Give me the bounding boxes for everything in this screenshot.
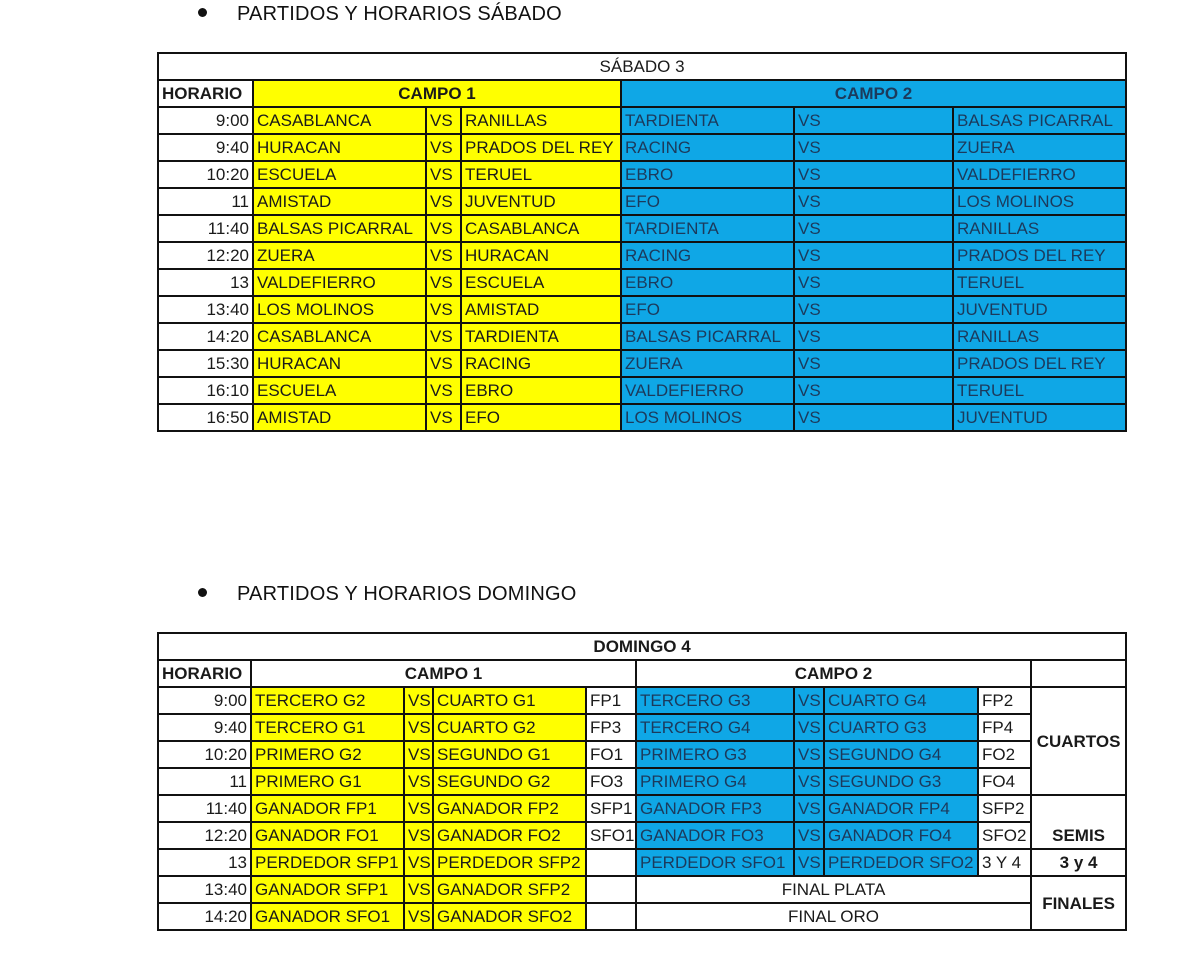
- campo1-home-team: AMISTAD: [253, 404, 426, 431]
- campo1-away-team: EBRO: [461, 377, 621, 404]
- table-row: [158, 323, 1126, 350]
- campo2-vs: VS: [794, 377, 953, 404]
- campo1-match-code: SFP1: [586, 795, 636, 822]
- header-horario: HORARIO: [158, 80, 253, 107]
- match-time: 9:40: [158, 714, 251, 741]
- match-time: 10:20: [158, 161, 253, 188]
- table-row: [158, 188, 1126, 215]
- match-time: 9:00: [158, 687, 251, 714]
- match-time: 13: [158, 269, 253, 296]
- sunday-schedule-table: [157, 632, 1127, 931]
- sunday-heading: [198, 583, 577, 606]
- campo2-home-team: LOS MOLINOS: [621, 404, 794, 431]
- campo1-home-team: AMISTAD: [253, 188, 426, 215]
- campo1-away-team: SEGUNDO G2: [433, 768, 586, 795]
- campo1-away-team: GANADOR SFP2: [433, 876, 586, 903]
- campo1-away-team: GANADOR FP2: [433, 795, 586, 822]
- campo1-vs: VS: [404, 903, 433, 930]
- table-row: [158, 876, 1126, 903]
- saturday-heading-text: PARTIDOS Y HORARIOS SÁBADO: [237, 3, 562, 25]
- campo2-match-code: SFP2: [978, 795, 1031, 822]
- campo2-away-team: RANILLAS: [953, 323, 1126, 350]
- campo2-match-code: FP2: [978, 687, 1031, 714]
- campo2-match-code: FO4: [978, 768, 1031, 795]
- campo1-away-team: TERUEL: [461, 161, 621, 188]
- campo2-match-code: SFO2: [978, 822, 1031, 849]
- match-time: 13: [158, 849, 251, 876]
- campo1-home-team: TERCERO G1: [251, 714, 404, 741]
- campo1-vs: VS: [404, 714, 433, 741]
- table-row: [158, 134, 1126, 161]
- campo2-away-team: GANADOR FO4: [824, 822, 978, 849]
- header-campo-2: CAMPO 2: [621, 80, 1126, 107]
- campo2-away-team: TERUEL: [953, 269, 1126, 296]
- campo1-home-team: TERCERO G2: [251, 687, 404, 714]
- campo2-home-team: BALSAS PICARRAL: [621, 323, 794, 350]
- campo2-home-team: PRIMERO G3: [636, 741, 794, 768]
- match-time: 11: [158, 768, 251, 795]
- campo1-vs: VS: [426, 161, 461, 188]
- table-row: [158, 377, 1126, 404]
- campo1-match-code: FP3: [586, 714, 636, 741]
- campo1-away-team: TARDIENTA: [461, 323, 621, 350]
- campo1-match-code: [586, 903, 636, 930]
- campo1-vs: VS: [426, 269, 461, 296]
- campo1-home-team: PRIMERO G2: [251, 741, 404, 768]
- table-row: [158, 296, 1126, 323]
- campo1-home-team: VALDEFIERRO: [253, 269, 426, 296]
- campo2-away-team: CUARTO G4: [824, 687, 978, 714]
- match-time: 11: [158, 188, 253, 215]
- campo1-vs: VS: [404, 876, 433, 903]
- campo1-home-team: CASABLANCA: [253, 323, 426, 350]
- campo2-away-team: PRADOS DEL REY: [953, 350, 1126, 377]
- campo1-home-team: GANADOR FP1: [251, 795, 404, 822]
- campo1-vs: VS: [426, 215, 461, 242]
- campo1-away-team: AMISTAD: [461, 296, 621, 323]
- campo2-away-team: SEGUNDO G4: [824, 741, 978, 768]
- campo2-home-team: TARDIENTA: [621, 215, 794, 242]
- campo2-away-team: CUARTO G3: [824, 714, 978, 741]
- campo1-vs: VS: [426, 323, 461, 350]
- campo1-home-team: HURACAN: [253, 134, 426, 161]
- campo2-vs: VS: [794, 296, 953, 323]
- campo2-vs: VS: [794, 323, 953, 350]
- campo1-vs: VS: [404, 795, 433, 822]
- stage-finales: FINALES: [1031, 876, 1126, 930]
- stage-third-place: 3 y 4: [1031, 849, 1126, 876]
- campo2-vs: VS: [794, 188, 953, 215]
- campo1-away-team: GANADOR SFO2: [433, 903, 586, 930]
- bullet-icon: [198, 8, 207, 17]
- campo1-home-team: PERDEDOR SFP1: [251, 849, 404, 876]
- table-row: [158, 350, 1126, 377]
- campo2-vs: VS: [794, 768, 824, 795]
- campo1-vs: VS: [426, 296, 461, 323]
- campo2-vs: VS: [794, 242, 953, 269]
- bullet-icon: [198, 588, 207, 597]
- campo1-home-team: ESCUELA: [253, 161, 426, 188]
- match-time: 16:10: [158, 377, 253, 404]
- campo1-away-team: SEGUNDO G1: [433, 741, 586, 768]
- match-time: 9:40: [158, 134, 253, 161]
- sunday-title: DOMINGO 4: [158, 633, 1126, 660]
- campo2-match-code: 3 Y 4: [978, 849, 1031, 876]
- match-time: 13:40: [158, 876, 251, 903]
- saturday-heading: [198, 3, 562, 26]
- campo1-vs: VS: [426, 107, 461, 134]
- campo2-vs: VS: [794, 404, 953, 431]
- campo2-away-team: PRADOS DEL REY: [953, 242, 1126, 269]
- table-row: [158, 215, 1126, 242]
- campo2-final-label: FINAL ORO: [636, 903, 1031, 930]
- campo2-vs: VS: [794, 687, 824, 714]
- campo1-away-team: RANILLAS: [461, 107, 621, 134]
- campo2-home-team: VALDEFIERRO: [621, 377, 794, 404]
- campo2-away-team: GANADOR FP4: [824, 795, 978, 822]
- campo1-home-team: LOS MOLINOS: [253, 296, 426, 323]
- campo1-away-team: PRADOS DEL REY: [461, 134, 621, 161]
- stage-semis: SEMIS: [1031, 795, 1126, 849]
- campo1-away-team: HURACAN: [461, 242, 621, 269]
- campo1-away-team: JUVENTUD: [461, 188, 621, 215]
- campo2-home-team: TERCERO G4: [636, 714, 794, 741]
- campo2-away-team: PERDEDOR SFO2: [824, 849, 978, 876]
- table-row: [158, 687, 1126, 714]
- campo1-vs: VS: [404, 768, 433, 795]
- campo1-match-code: FO3: [586, 768, 636, 795]
- campo2-home-team: RACING: [621, 242, 794, 269]
- campo2-match-code: FP4: [978, 714, 1031, 741]
- campo2-home-team: PRIMERO G4: [636, 768, 794, 795]
- table-row: [158, 849, 1126, 876]
- campo2-match-code: FO2: [978, 741, 1031, 768]
- campo2-away-team: TERUEL: [953, 377, 1126, 404]
- campo1-match-code: [586, 849, 636, 876]
- campo1-away-team: EFO: [461, 404, 621, 431]
- campo1-away-team: RACING: [461, 350, 621, 377]
- campo2-home-team: ZUERA: [621, 350, 794, 377]
- campo2-away-team: SEGUNDO G3: [824, 768, 978, 795]
- campo1-away-team: CASABLANCA: [461, 215, 621, 242]
- match-time: 14:20: [158, 323, 253, 350]
- stage-cuartos: CUARTOS: [1031, 687, 1126, 795]
- campo1-away-team: ESCUELA: [461, 269, 621, 296]
- match-time: 14:20: [158, 903, 251, 930]
- campo1-vs: VS: [426, 404, 461, 431]
- campo1-home-team: GANADOR SFP1: [251, 876, 404, 903]
- campo2-home-team: EBRO: [621, 269, 794, 296]
- sunday-heading-text: PARTIDOS Y HORARIOS DOMINGO: [237, 583, 577, 605]
- campo1-home-team: HURACAN: [253, 350, 426, 377]
- campo2-away-team: JUVENTUD: [953, 404, 1126, 431]
- campo2-home-team: EFO: [621, 188, 794, 215]
- campo1-vs: VS: [426, 350, 461, 377]
- campo2-home-team: GANADOR FO3: [636, 822, 794, 849]
- table-row: [158, 161, 1126, 188]
- table-row: [158, 822, 1126, 849]
- campo1-home-team: CASABLANCA: [253, 107, 426, 134]
- campo2-away-team: VALDEFIERRO: [953, 161, 1126, 188]
- campo1-match-code: [586, 876, 636, 903]
- match-time: 11:40: [158, 215, 253, 242]
- table-row: [158, 714, 1126, 741]
- match-time: 12:20: [158, 822, 251, 849]
- campo2-vs: VS: [794, 134, 953, 161]
- campo2-vs: VS: [794, 795, 824, 822]
- header-campo-2: CAMPO 2: [636, 660, 1031, 687]
- campo1-home-team: ESCUELA: [253, 377, 426, 404]
- header-stage-empty: [1031, 660, 1126, 687]
- campo2-away-team: RANILLAS: [953, 215, 1126, 242]
- campo2-home-team: GANADOR FP3: [636, 795, 794, 822]
- campo1-home-team: GANADOR FO1: [251, 822, 404, 849]
- campo1-home-team: GANADOR SFO1: [251, 903, 404, 930]
- match-time: 11:40: [158, 795, 251, 822]
- campo2-away-team: BALSAS PICARRAL: [953, 107, 1126, 134]
- table-row: [158, 795, 1126, 822]
- campo1-vs: VS: [404, 741, 433, 768]
- campo1-vs: VS: [426, 377, 461, 404]
- campo1-vs: VS: [426, 242, 461, 269]
- campo1-vs: VS: [426, 188, 461, 215]
- table-row: [158, 404, 1126, 431]
- campo1-away-team: CUARTO G1: [433, 687, 586, 714]
- campo2-vs: VS: [794, 849, 824, 876]
- campo2-home-team: TARDIENTA: [621, 107, 794, 134]
- campo1-match-code: FO1: [586, 741, 636, 768]
- campo1-vs: VS: [404, 822, 433, 849]
- campo2-away-team: ZUERA: [953, 134, 1126, 161]
- table-row: [158, 741, 1126, 768]
- campo2-vs: VS: [794, 741, 824, 768]
- campo1-away-team: CUARTO G2: [433, 714, 586, 741]
- header-campo-1: CAMPO 1: [253, 80, 621, 107]
- campo2-home-team: PERDEDOR SFO1: [636, 849, 794, 876]
- campo2-vs: VS: [794, 269, 953, 296]
- match-time: 9:00: [158, 107, 253, 134]
- match-time: 13:40: [158, 296, 253, 323]
- campo2-home-team: TERCERO G3: [636, 687, 794, 714]
- campo2-vs: VS: [794, 714, 824, 741]
- campo1-home-team: BALSAS PICARRAL: [253, 215, 426, 242]
- match-time: 15:30: [158, 350, 253, 377]
- campo2-vs: VS: [794, 107, 953, 134]
- campo2-vs: VS: [794, 822, 824, 849]
- campo2-home-team: EBRO: [621, 161, 794, 188]
- match-time: 12:20: [158, 242, 253, 269]
- table-row: [158, 768, 1126, 795]
- table-row: [158, 107, 1126, 134]
- header-campo-1: CAMPO 1: [251, 660, 636, 687]
- campo2-final-label: FINAL PLATA: [636, 876, 1031, 903]
- header-horario: HORARIO: [158, 660, 251, 687]
- campo2-vs: VS: [794, 215, 953, 242]
- table-row: [158, 903, 1126, 930]
- saturday-schedule-table: [157, 52, 1127, 432]
- campo1-home-team: ZUERA: [253, 242, 426, 269]
- campo1-vs: VS: [404, 849, 433, 876]
- campo1-home-team: PRIMERO G1: [251, 768, 404, 795]
- campo2-vs: VS: [794, 350, 953, 377]
- campo2-home-team: EFO: [621, 296, 794, 323]
- table-row: [158, 242, 1126, 269]
- campo1-vs: VS: [404, 687, 433, 714]
- saturday-title: SÁBADO 3: [158, 53, 1126, 80]
- table-row: [158, 269, 1126, 296]
- match-time: 10:20: [158, 741, 251, 768]
- campo1-match-code: FP1: [586, 687, 636, 714]
- match-time: 16:50: [158, 404, 253, 431]
- campo2-home-team: RACING: [621, 134, 794, 161]
- campo1-away-team: PERDEDOR SFP2: [433, 849, 586, 876]
- campo2-away-team: LOS MOLINOS: [953, 188, 1126, 215]
- campo2-vs: VS: [794, 161, 953, 188]
- campo1-match-code: SFO1: [586, 822, 636, 849]
- campo2-away-team: JUVENTUD: [953, 296, 1126, 323]
- campo1-vs: VS: [426, 134, 461, 161]
- campo1-away-team: GANADOR FO2: [433, 822, 586, 849]
